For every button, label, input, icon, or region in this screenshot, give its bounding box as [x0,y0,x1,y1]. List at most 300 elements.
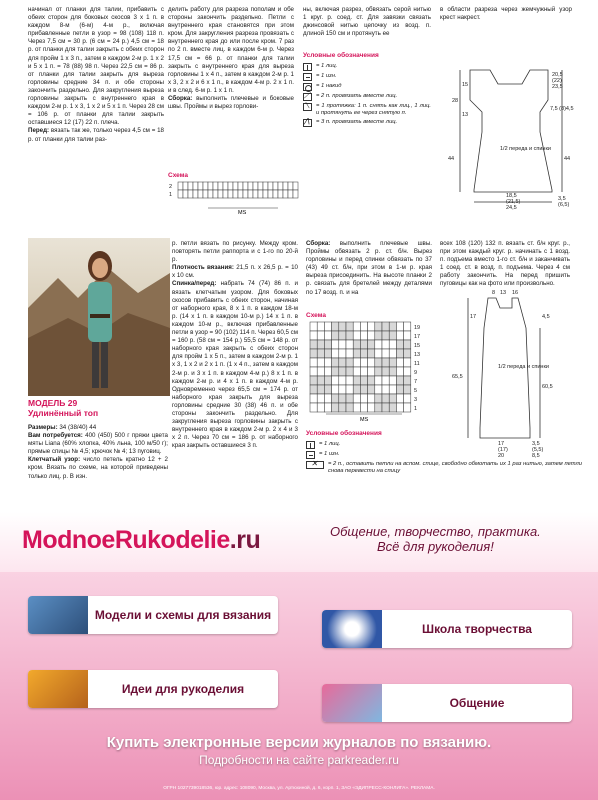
schema1-cell [213,182,218,190]
schema2-cell [353,358,360,367]
schema2-cell [396,385,403,394]
col2-bottom-intro: р. петли вязать по рисунку. Между кром. повторять петли раппорта и с 1-го по 20-й р. [172,240,298,264]
schema1-cell [208,190,213,198]
col2-top-text: делить работу для разреза пополам и обе стороны закончить раздельно. Петли с внутреннего края становятся при этом кром. Для закругления разреза провязать с внутреннего края до или после кром. 7 раз по 2 п. вместе лиц. в каждом 6-м р. Через 17,5 см = 66 р. от планки для талии закрыть с внутреннего края для выреза горловины 1 х 4 п., затем в каждом 2-м р. 1 х 3, 2 х 2 и 6 х 1 п., в каждом 4-м р. 2 х 1 п. и в след. 6-м р. 1 х 1 п. [168,6,294,94]
schema1-cell [213,190,218,198]
schema2-cell [389,358,396,367]
schema2-cell [382,331,389,340]
schema2-cell [317,376,324,385]
col3-top-text: ны, включая разрез, обвязать серой нитью 1 круг. р. соед. ст. Для завязки связать джинсовой нитью цепочку из возд. п. длиной 150 см и протянуть ее [303,6,431,38]
diag1-label-1: (22) [552,78,562,84]
col4-bottom [440,240,570,289]
col3-bottom [306,240,432,297]
site-logo[interactable]: ModnoeRukodelie.ru [22,526,261,554]
col2-sborka [168,95,294,111]
col4-top [440,6,572,22]
density: Плотность вязания: 21,5 п. х 26,5 р. = 10 х 10 см. [172,264,298,280]
diag1-label-front: 1/2 переда и спинки [500,146,551,152]
model-number: МОДЕЛЬ 29 [28,398,78,408]
schema2-cell [396,376,403,385]
legend1-row-6: ⋀ = 3 п. провязать вместе лиц. [303,119,431,127]
schema2-cell [324,340,331,349]
col1-bottom [28,398,168,481]
schema2-cell [324,367,331,376]
banner-slogan: Общение, творчество, практика. Всё для рукоделия! [330,524,541,554]
schema2-cell [353,394,360,403]
schema1-cell [193,182,198,190]
schema1-cell [248,182,253,190]
schema2-cell [317,358,324,367]
tile-models-label: Модели и схемы для вязания [94,607,272,622]
schema2-cell [360,331,367,340]
schema2-cell [346,367,353,376]
legend2-row-2: = 1 изн. [306,451,582,459]
schema1-cell [293,190,298,198]
schema2-cell [404,367,411,376]
schema1-cell [273,190,278,198]
schema2-cell [324,376,331,385]
knit-symbol-icon [303,63,312,71]
banner-cta [0,734,598,767]
schema1-cell [203,190,208,198]
legend2 [306,430,582,477]
schema2-cell [368,358,375,367]
schema2-cell [332,349,339,358]
legend2-row-1: = 1 лиц. [306,441,582,449]
tile-ideas-label: Идеи для рукоделия [121,681,245,696]
schema2-cell [339,394,346,403]
schema2-row-label: 13 [414,352,421,358]
schema2-cell [389,394,396,403]
legend2-title: Условные обозначения [306,430,382,437]
schema1-cell [253,182,258,190]
schema2-cell [339,331,346,340]
schema2-row-label: 1 [414,406,418,412]
schema2-row-label: 19 [414,325,421,331]
schema2-cell [310,340,317,349]
diag2-label-5: 4,5 [542,314,550,320]
schema2-cell [317,322,324,331]
schema2-cell [389,349,396,358]
legend1-row-1: = 1 лиц. [303,63,431,71]
schema2-cell [324,403,331,412]
col2-top [168,6,294,111]
banner-header [0,512,598,572]
schema2-cell [310,358,317,367]
schema2-cell [332,403,339,412]
schema1-cell [188,182,193,190]
diag1-label-2: 23,5 [552,84,563,90]
col2-bottom [172,240,298,450]
schema2-cell [368,349,375,358]
pattern-diagram-1 [440,40,580,210]
legend1-title: Условные обозначения [303,52,379,60]
diag1-label-13: (6,5) [558,202,570,208]
k2tog-icon [303,93,312,101]
schema2-cell [368,376,375,385]
schema1-cell [178,182,183,190]
col1-top [28,6,164,144]
schema1-cell [258,190,263,198]
schema1-cell [223,190,228,198]
pered-text: вязать так же, только через 4,5 см = 18 р. от планки для талии раз- [28,127,164,143]
purl-symbol-icon [303,73,312,81]
schema2-cell [368,322,375,331]
schema2-cell [382,403,389,412]
schema1-cell [283,182,288,190]
schema1-cell [268,182,273,190]
schema2-cell [339,367,346,376]
wrap-stitches-icon [306,461,324,469]
schema2-cell [382,322,389,331]
schema1-cell [228,190,233,198]
schema1-cell [263,190,268,198]
diag2-label-3: 17 [470,314,477,320]
schema2-cell [375,331,382,340]
schema1-cell [278,190,283,198]
schema1-title: Схема [168,172,189,179]
purl-symbol-icon [306,451,315,459]
schema2-cell [360,376,367,385]
schema2-cell [368,367,375,376]
cta-line-1: Купить электронные версии журналов по вязанию. [106,734,492,751]
schema2-cell [382,358,389,367]
schema1-cell [278,182,283,190]
diag2-label-7: 17 [498,441,505,447]
schema2-row-label: 15 [414,343,421,349]
schema2-cell [339,322,346,331]
schema2-cell [375,394,382,403]
tile-community-thumb [322,684,382,722]
schema2-cell [404,376,411,385]
sizes: Размеры: 34 (38/40) 44 [28,424,97,431]
schema1-cell [283,190,288,198]
schema2-cell [404,349,411,358]
diag1-label-10: (21,5) [506,199,521,205]
yarn-over-icon [303,83,312,91]
schema2-cell [332,358,339,367]
schema1-cell [258,182,263,190]
schema2-cell [339,376,346,385]
schema2-cell [317,394,324,403]
tile-ideas-thumb [28,670,88,708]
schema2-ms-label: MS [360,417,369,423]
schema2-cell [389,385,396,394]
schema2-cell [375,349,382,358]
schema1-cell [178,190,183,198]
model-photo [28,238,170,396]
schema2-cell [404,403,411,412]
col1-pered [28,127,164,143]
schema2-cell [353,322,360,331]
schema2-cell [310,376,317,385]
schema2-cell [382,340,389,349]
schema2-cell [332,385,339,394]
schema2-cell [310,331,317,340]
diag1-label-12: 3,5 [558,196,566,202]
schema2-cell [332,322,339,331]
legend2-row-3: ✕ = 2 п., оставить петли на вспом. спице, свободно обмотать их 1 раз нитью, затем петли снова перевести на спицу [306,461,582,475]
schema2-cell [404,322,411,331]
schema2-cell [360,403,367,412]
schema2-cell [346,385,353,394]
schema2-cell [382,376,389,385]
diag1-label-8: 44 [564,156,571,162]
schema2-cell [360,385,367,394]
col3-bottom-sborka: Сборка: выполнить плечевые швы. Проймы обвязать 2 р. ст. б/н. Вырез горловины и перед спинки обвязать по 37 (43) 49 ст. б/н, при этом в 1-м р. края выреза присоединить. На высоте планки 2 р. связать для бретелей между деталями по 17 возд. п. и на [306,240,432,296]
schema2-cell [389,376,396,385]
schema2-cell [368,385,375,394]
schema2-cell [360,394,367,403]
schema2-cell [332,376,339,385]
garment-outline [470,70,552,192]
schema1-cell [223,182,228,190]
schema2-cell [382,367,389,376]
schema2-cell [389,322,396,331]
schema2-cell [317,349,324,358]
schema2-cell [339,403,346,412]
schema2-cell [396,394,403,403]
schema2-cell [404,340,411,349]
schema2-cell [389,340,396,349]
schema2-cell [396,331,403,340]
diag1-label-0: 20,5 [552,72,563,78]
legal-footer: ОГРН 1027739018536, юр. адрес: 108090, Москва, ул. Артюхиной, д. 6, корп. 1, ЗАО «ЭДИПРЕСС-КОНЛИГА». РЕКЛАМА. [163,786,435,791]
schema2-cell [404,331,411,340]
schema1-ms-label: MS [238,210,247,216]
tile-school[interactable] [322,610,572,648]
diag2-label-8: (17) [498,447,508,453]
model-photo-art [28,238,170,396]
schema2-cell [404,394,411,403]
schema2-cell [404,358,411,367]
schema2-cell [375,403,382,412]
schema2-cell [375,340,382,349]
tile-community-label: Общение [449,695,505,710]
schema1-cell [233,190,238,198]
schema1-cell [238,190,243,198]
schema1-cell [243,182,248,190]
materials: Вам потребуется: 400 (450) 500 г пряжи цвета мяты Liana (60% хлопка, 40% льна, 100 м/50 г); прямые спицы № 4,5; крючок № 4; 13 пуговиц. [28,432,168,456]
schema2-cell [310,349,317,358]
schema2-cell [396,367,403,376]
k3tog-icon [303,119,312,127]
schema2-chart [306,320,436,424]
schema1-cell [218,182,223,190]
schema2-cell [360,340,367,349]
schema2-cell [310,385,317,394]
schema2-cell [353,376,360,385]
legend1-row-3: = 1 накид [303,83,431,91]
schema2-cell [396,322,403,331]
schema1-cell [228,182,233,190]
schema1-cell [273,182,278,190]
diag1-label-7: 44 [448,156,455,162]
diag2-label-1: 13 [500,290,507,296]
schema2-cell [332,367,339,376]
diag1-label-11: 24,5 [506,205,517,210]
col1-top-text: начинал от планки для талии, прибавить с обеих сторон для боковых скосов 3 х 1 п. в каждом 8-м (6-м) 4-м р., включая прибавленные петли в узор = 98 (108) 118 п. Через 7,5 см = 30 р. (6 см = 24 р.) 4,5 см = 18 р. от планки для талии закрыть с обеих сторон для пройм 1 х 3 п., затем в каждом 2-м р. 1 х 2 и 5 х 1 п. = 78 (88) 98 п. Через 22,5 см = 86 р. от планки для талии закрыть для выреза горловины средние 34 п. и обе стороны закончить раздельно. Для закругления выреза горловины закрыть с внутреннего края в каждом 2-м р. 1 х 3, 1 х 2 и 5 х 1 п. Через 28 см = 106 р. от планки для талии закрыть оставшиеся 12 (17) 22 п. плеча. [28,6,164,127]
schema2-cell [324,331,331,340]
schema2-cell [346,394,353,403]
schema2-cell [353,349,360,358]
schema1-cell [243,190,248,198]
diag1-label-9: 18,5 [506,193,517,199]
schema1-cell [183,182,188,190]
schema2-cell [375,358,382,367]
schema1-cell [218,190,223,198]
schema2-cell [396,358,403,367]
diag2-label-front: 1/2 переда и спинки [498,364,549,370]
schema2-row-label: 7 [414,379,418,385]
schema2-cell [396,403,403,412]
schema2-cell [389,367,396,376]
schema2-cell [375,376,382,385]
schema2-cell [389,403,396,412]
diag2-label-4: 65,5 [452,374,463,380]
ad-banner [0,512,598,800]
schema2-row-label: 3 [414,397,418,403]
schema2-cell [382,349,389,358]
schema2-cell [375,385,382,394]
schema2-cell [396,340,403,349]
schema2-cell [368,340,375,349]
schema2-cell [324,358,331,367]
cta-line-2[interactable]: Подробности на сайте parkreader.ru [199,753,399,767]
schema1-cell [183,190,188,198]
sborka-text: выполнить плечевые и боковые швы. Проймы и вырез горлови- [168,95,294,111]
schema2-cell [317,331,324,340]
schema1-cell [233,182,238,190]
schema2-cell [404,385,411,394]
diag2-label-6: 60,5 [542,384,553,390]
col4-bottom-text: всех 108 (120) 132 п. вязать ст. б/н круг. р., при этом каждый круг. р. начинать с 1 возд. п. подъема вместо 1-го ст. б/н и заканчивать 1 соед. ст. в возд. п. подъема. Через 4 см работу закончить. На перед пришить пуговицы как на фото или произвольно. [440,240,570,288]
schema1-cell [293,182,298,190]
schema2-cell [368,394,375,403]
diag1-label-4: 15 [462,82,469,88]
schema2-cell [317,340,324,349]
schema2-cell [346,331,353,340]
schema2-cell [339,358,346,367]
diag2-label-11: (5,5) [532,447,544,453]
schema1-cell [248,190,253,198]
schema2-cell [346,340,353,349]
schema1-cell [238,182,243,190]
schema2-cell [332,394,339,403]
schema1-cell [188,190,193,198]
schema2-cell [332,331,339,340]
schema2-cell [346,349,353,358]
schema2-cell [310,394,317,403]
schema2-cell [382,394,389,403]
kletch-pattern: Клетчатый узор: число петель кратно 12 + 2 кром. Вязать по схеме, на которой приведены только лиц. р. В изн. [28,456,168,480]
schema2-cell [375,322,382,331]
legend1-row-2: = 1 изн. [303,73,431,81]
schema1-cell [288,182,293,190]
schema2-cell [332,340,339,349]
schema2-cell [317,367,324,376]
ssk-icon [303,103,312,111]
tile-school-label: Школа творчества [422,621,532,636]
schema2-row-label: 5 [414,388,418,394]
schema2-cell [324,394,331,403]
schema2-cell [339,349,346,358]
schema2-cell [324,385,331,394]
diag2-label-10: 3,5 [532,441,540,447]
schema2-cell [346,403,353,412]
schema1-chart [168,180,302,216]
schema1-row-2: 2 [169,184,173,190]
diag1-label-6: 13 [462,112,469,118]
schema1-cell [253,190,258,198]
schema2-cell [382,385,389,394]
schema2-cell [324,322,331,331]
diag1-label-3: 7,5 (8)4,5 [550,106,574,112]
schema1-cell [263,182,268,190]
diag2-label-0: 8 [492,290,496,296]
diag2-label-12: 8,5 [532,453,540,459]
schema1-row-1: 1 [169,192,173,198]
schema2-cell [310,367,317,376]
schema2-cell [310,322,317,331]
tile-ideas[interactable] [28,670,278,708]
schema2-cell [310,403,317,412]
schema2-cell [360,349,367,358]
schema1-cell [268,190,273,198]
schema2-row-label: 9 [414,370,418,376]
schema2-cell [317,403,324,412]
schema1-cell [208,182,213,190]
model-name: Удлинённый топ [28,408,99,418]
sborka-label: Сборка: [168,95,193,103]
diag1-label-5: 28 [452,98,459,104]
tile-community[interactable] [322,684,572,722]
schema2-cell [317,385,324,394]
schema2-cell [324,349,331,358]
diag2-label-9: 20 [498,453,505,459]
schema2-cell [396,349,403,358]
schema2-cell [389,331,396,340]
diag2-label-2: 16 [512,290,519,296]
knit-symbol-icon [306,441,315,449]
schema1-cell [288,190,293,198]
schema2-cell [353,403,360,412]
legend1-row-5: ⟍ = 1 протяжка: 1 п. снять как лиц., 1 лиц. и протянуть ее через снятую п. [303,103,431,117]
schema2-cell [353,385,360,394]
schema2-cell [360,367,367,376]
legend1-row-4: ⟋ = 2 п. провязать вместе лиц. [303,93,431,101]
schema2-cell [346,358,353,367]
col3-top [303,6,431,129]
pered-label: Перед: [28,127,50,135]
schema2-cell [360,358,367,367]
schema2-row-label: 11 [414,361,420,367]
schema2-title: Схема [306,312,327,319]
schema2-cell [360,322,367,331]
schema2-cell [346,376,353,385]
schema2-cell [375,367,382,376]
tile-school-thumb [322,610,382,648]
col4-top-text: в области разреза через жемчужный узор крест накрест. [440,6,572,22]
schema1-cell [203,182,208,190]
schema2-cell [339,385,346,394]
schema2-row-label: 17 [414,334,421,340]
schema1-cell [193,190,198,198]
tile-models[interactable] [28,596,278,634]
schema2-cell [346,322,353,331]
schema2-cell [368,403,375,412]
schema1-cell [198,190,203,198]
